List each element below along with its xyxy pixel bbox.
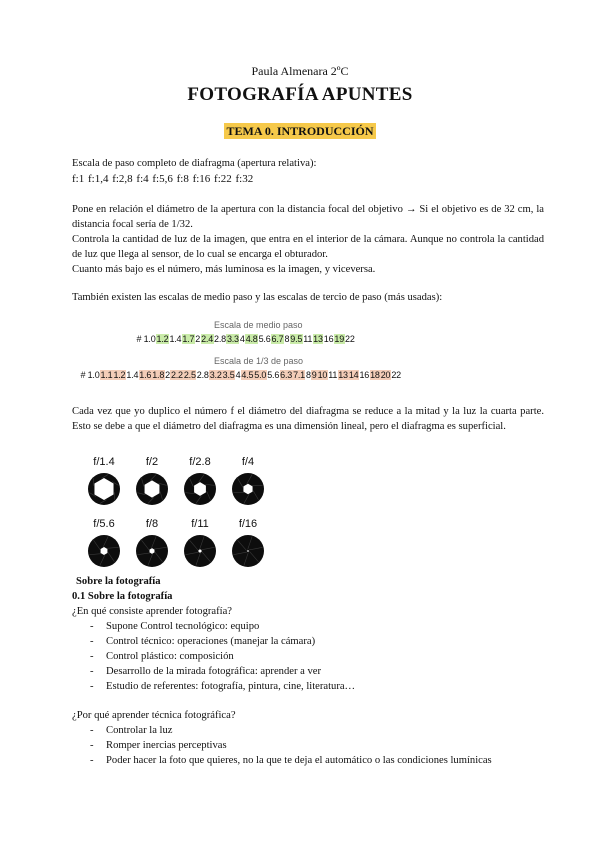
list-item: - Desarrollo de la mirada fotográfica: aprender a ver [72,664,552,679]
aperture-icon [87,472,121,506]
third-step-value: 13 [338,370,348,380]
half-step-value: 3.3 [226,334,239,344]
heading-0-1: 0.1 Sobre la fotografía [72,591,173,602]
half-step-value: 4 [239,334,245,344]
aperture-icon [87,534,121,568]
half-step-value: 8 [284,334,290,344]
aperture-label: f/8 [145,518,159,530]
half-step-value: 1.2 [156,334,169,344]
half-step-value: # 1.0 [136,334,156,344]
third-step-value: 9 [311,370,317,380]
list-item: - Controlar la luz [72,723,552,738]
third-step-value: 4.5 [241,370,254,380]
section-title [0,124,600,139]
third-step-value: 2 [165,370,170,380]
scale-values: f:1 f:1,4 f:2,8 f:4 f:5,6 f:8 f:16 f:22 f:32 [72,173,254,185]
aperture-label: f/5.6 [93,518,115,530]
aperture-label: f/2 [145,456,159,468]
third-step-value: 6.3 [280,370,293,380]
list-item: - Supone Control tecnológico: equipo [72,619,552,634]
paragraph-brightness: Cuanto más bajo es el número, más luminosa es la imagen, y viceversa. [72,264,376,275]
section-title-text: TEMA 0. INTRODUCCIÓN [226,124,374,138]
half-step-value: 9.5 [290,334,303,344]
third-step-value: 14 [348,370,359,380]
third-step-value: 7.1 [293,370,305,380]
half-step-value: 1.7 [182,334,195,344]
document-title: FOTOGRAFÍA APUNTES [187,84,413,105]
aperture-icon [135,472,169,506]
list-item: - Romper inercias perceptivas [72,738,552,753]
list-item: - Control plástico: composición [72,649,552,664]
half-step-value: 11 [303,334,313,344]
aperture-label: f/2.8 [189,456,211,468]
paragraph-light: Controla la cantidad de luz de la imagen, que entra en el interior de la cámara. Aunque no controla la cantidad de luz que llega al sensor, de lo cual se encarga el obturador. [72,234,544,260]
aperture-icon [183,534,217,568]
third-step-value: 1.8 [152,370,165,380]
third-step-value: 1.2 [113,370,126,380]
aperture-label: f/16 [238,518,258,530]
aperture-icon [135,534,169,568]
half-step-value: 13 [313,334,323,344]
aperture-icon [231,534,265,568]
third-step-value: 1.4 [126,370,139,380]
third-step-value: 16 [359,370,370,380]
half-step-scale [136,334,355,344]
third-step-value: 3.2 [209,370,222,380]
third-step-value: 8 [305,370,311,380]
aperture-label: f/11 [191,518,209,530]
heading-about-photography: Sobre la fotografía [76,576,161,587]
author-line: Paula Almenara 2ºC [251,64,349,78]
third-step-scale [80,370,401,380]
third-step-value: 5.6 [267,370,280,380]
list-2 [72,723,552,768]
third-step-value: 1.6 [139,370,152,380]
third-step-caption: Escala de 1/3 de paso [214,356,304,366]
half-step-value: 22 [345,334,355,344]
third-step-value: 10 [317,370,328,380]
third-step-value: 11 [328,370,338,380]
third-step-value: 3.5 [222,370,235,380]
half-step-value: 19 [334,334,345,344]
aperture-label: f/1.4 [93,456,115,468]
half-step-value: 4.8 [245,334,258,344]
half-step-value: 6.7 [271,334,284,344]
half-step-caption: Escala de medio paso [214,320,303,330]
aperture-icon [231,472,265,506]
third-step-value: 2.8 [196,370,209,380]
list-item: - Estudio de referentes: fotografía, pintura, cine, literatura… [72,679,552,694]
third-step-value: # 1.0 [80,370,100,380]
third-step-value: 5.0 [254,370,267,380]
question-1: ¿En qué consiste aprender fotografía? [72,606,233,617]
list-1 [72,619,552,694]
aperture-diagram [80,456,290,576]
paragraph-fnumber: Cada vez que yo duplico el número f el diámetro del diafragma se reduce a la mitad y la luz la cuarta parte. Esto se debe a que el diámetro del diafragma es una dimensión lineal, pero el diafragma es superficial. [72,406,544,432]
aperture-label: f/4 [241,456,255,468]
half-step-value: 1.4 [169,334,182,344]
third-step-value: 4 [235,370,241,380]
half-step-value: 5.6 [258,334,271,344]
paragraph-scales: También existen las escalas de medio paso y las escalas de tercio de paso (más usadas): [72,292,443,303]
third-step-value: 2.5 [183,370,196,380]
aperture-icon [183,472,217,506]
third-step-value: 18 [370,370,380,380]
question-2: ¿Por qué aprender técnica fotográfica? [72,710,236,721]
third-step-value: 22 [391,370,401,380]
third-step-value: 2.2 [170,370,183,380]
scale-label: Escala de paso completo de diafragma (apertura relativa): [72,158,317,169]
half-step-value: 2.4 [201,334,214,344]
third-step-value: 20 [380,370,391,380]
half-step-value: 2.8 [214,334,226,344]
list-item: - Poder hacer la foto que quieres, no la que te deja el automático o las condiciones lumínicas [72,753,552,768]
paragraph-focal: Pone en relación el diámetro de la apertura con la distancia focal del objetivo → Si el objetivo es de 32 cm, la distancia focal sería de 1/32. [72,204,544,230]
list-item: - Control técnico: operaciones (manejar la cámara) [72,634,552,649]
half-step-value: 16 [323,334,334,344]
third-step-value: 1.1 [100,370,113,380]
half-step-value: 2 [195,334,201,344]
